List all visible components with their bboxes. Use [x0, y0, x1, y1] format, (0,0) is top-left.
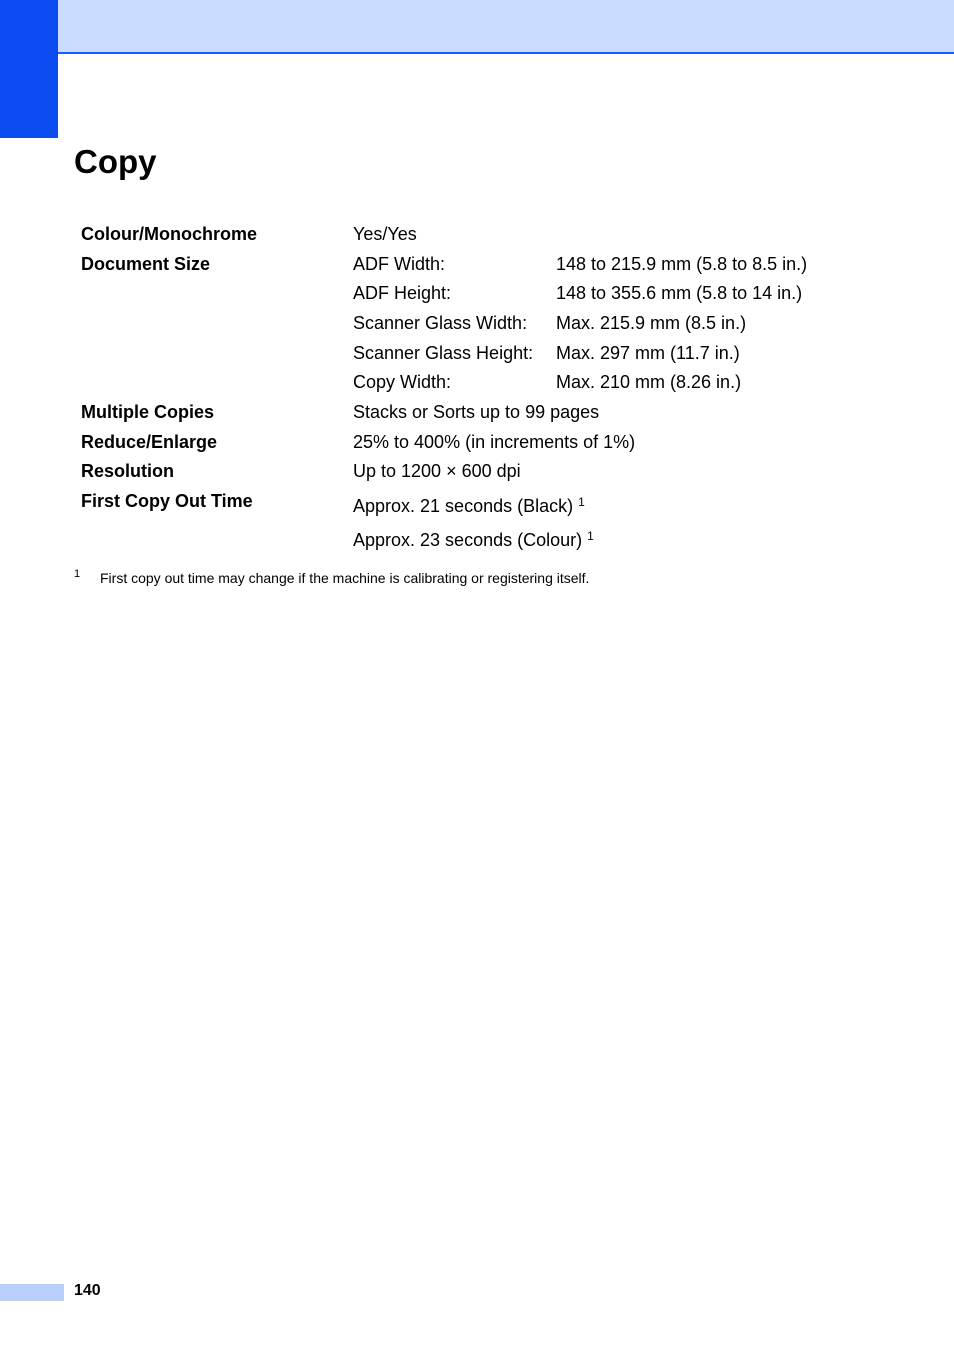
footnote-ref[interactable]: 1: [578, 495, 585, 509]
spec-label: Multiple Copies: [81, 402, 215, 422]
spec-label: Resolution: [81, 461, 174, 481]
footer-band: [0, 1284, 64, 1301]
spec-value: 25% to 400% (in increments of 1%): [353, 432, 636, 452]
spec-subkey: Scanner Glass Width:: [353, 313, 528, 333]
spec-subkey: Scanner Glass Height:: [353, 343, 534, 363]
spec-subkey: ADF Width:: [353, 254, 446, 274]
spec-subvalue: Max. 215.9 mm (8.5 in.): [556, 313, 747, 333]
spec-label: Colour/Monochrome: [81, 224, 257, 244]
spec-subvalue: 148 to 355.6 mm (5.8 to 14 in.): [556, 283, 803, 303]
spec-value-text: Approx. 23 seconds (Colour): [353, 530, 583, 550]
page-number: 140: [74, 1282, 101, 1299]
spec-subkey: ADF Height:: [353, 283, 452, 303]
header-band: [58, 0, 954, 54]
spec-subvalue: Max. 210 mm (8.26 in.): [556, 372, 742, 392]
spec-value-text: Approx. 21 seconds (Black): [353, 496, 574, 516]
spec-value: Yes/Yes: [353, 224, 417, 244]
spec-subvalue: Max. 297 mm (11.7 in.): [556, 343, 740, 363]
spec-subvalue: 148 to 215.9 mm (5.8 to 8.5 in.): [556, 254, 808, 274]
chapter-tab: [0, 0, 58, 138]
spec-value: [353, 529, 594, 551]
spec-label: Document Size: [81, 254, 211, 274]
page-title: Copy: [74, 143, 157, 180]
footnote-ref[interactable]: 1: [587, 529, 594, 543]
spec-label: First Copy Out Time: [81, 491, 253, 511]
footnote-text: First copy out time may change if the machine is calibrating or registering itself.: [100, 570, 590, 586]
spec-value: Up to 1200 × 600 dpi: [353, 461, 521, 481]
spec-value: Stacks or Sorts up to 99 pages: [353, 402, 600, 422]
footnote-number: 1: [74, 568, 81, 580]
spec-value: [353, 495, 585, 517]
spec-subkey: Copy Width:: [353, 372, 452, 392]
spec-label: Reduce/Enlarge: [81, 432, 218, 452]
